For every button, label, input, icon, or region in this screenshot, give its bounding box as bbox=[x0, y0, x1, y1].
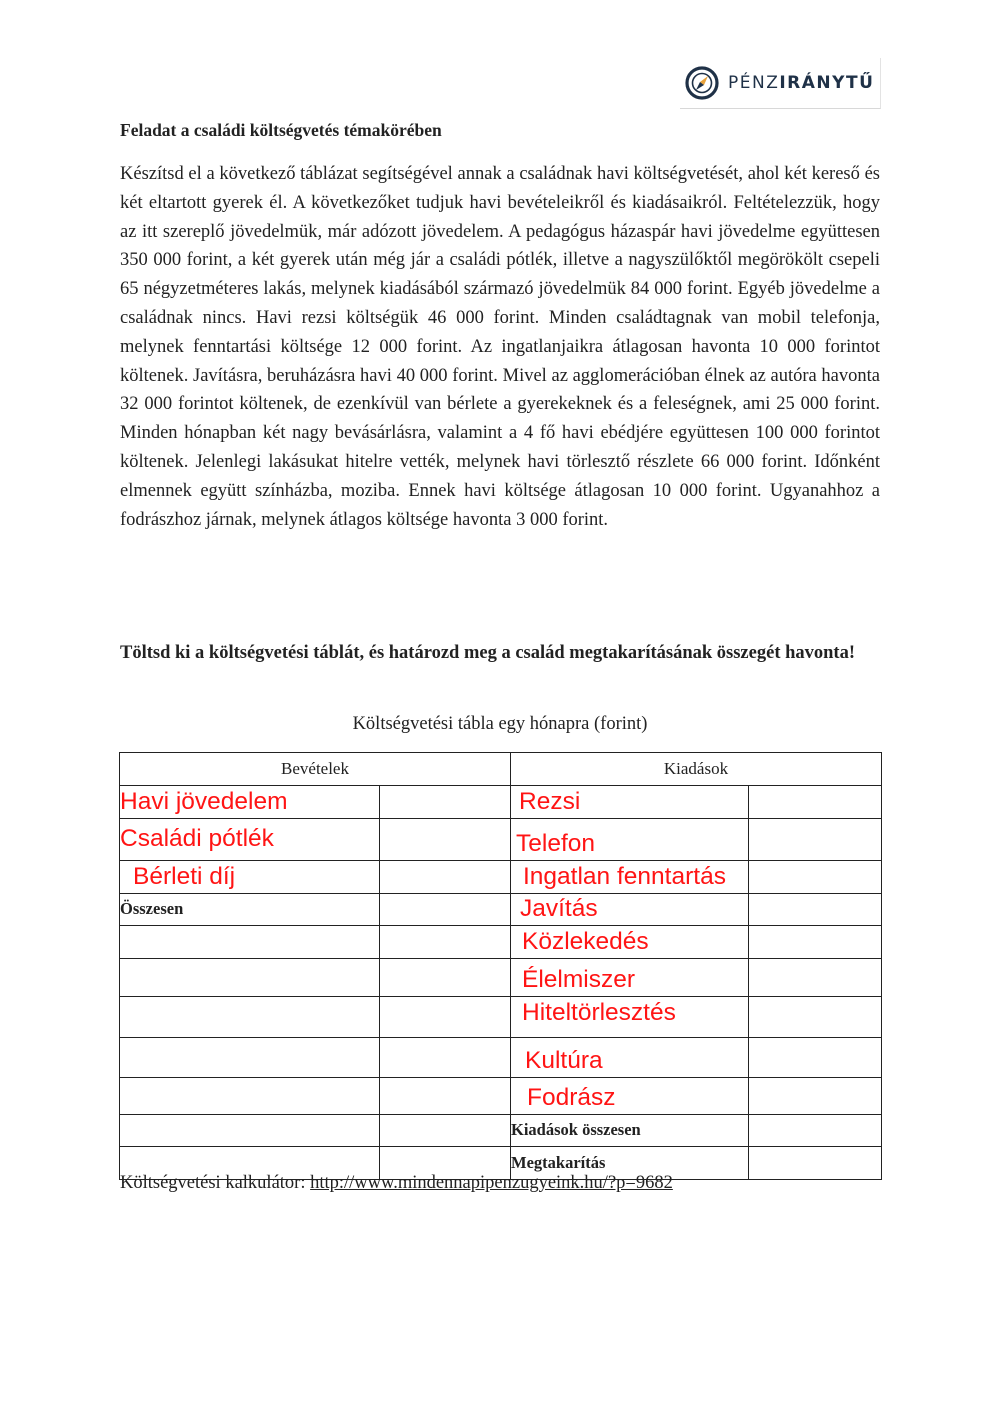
expense-label: Rezsi bbox=[511, 786, 749, 819]
table-caption: Költségvetési tábla egy hónapra (forint) bbox=[352, 714, 648, 734]
income-label: Bérleti díj bbox=[120, 861, 380, 894]
empty-cell bbox=[120, 958, 380, 997]
table-row bbox=[120, 861, 882, 894]
table-row bbox=[120, 786, 882, 819]
expense-value-cell[interactable] bbox=[749, 893, 882, 926]
income-value-cell[interactable] bbox=[380, 861, 511, 894]
empty-cell bbox=[380, 1037, 511, 1078]
expense-total-label: Kiadások összesen bbox=[511, 1114, 749, 1147]
table-row bbox=[120, 1114, 882, 1147]
savings-label: Megtakarítás bbox=[511, 1147, 749, 1180]
brand-logo bbox=[680, 58, 881, 109]
expense-value-cell[interactable] bbox=[749, 997, 882, 1038]
brand-prefix: PÉNZ bbox=[728, 73, 780, 93]
table-row bbox=[120, 818, 882, 861]
expense-label: Élelmiszer bbox=[511, 958, 749, 997]
table-row bbox=[120, 1037, 882, 1078]
empty-cell bbox=[380, 926, 511, 959]
expense-value-cell[interactable] bbox=[749, 1078, 882, 1115]
task-description: Készítsd el a következő táblázat segítségével annak a családnak havi költségvetését, ahol két kereső és két eltartott gyerek él. A következőket tudjuk havi bevételeikről és kiadásaikról. Feltételezzük, hogy az itt szereplő jövedelmük, már adózott jövedelem. A pedagógus házaspár havi jövedelme együttesen 350 000 forint, a két gyerek után még jár a családi pótlék, illetve a nagyszülőktől megörökölt csepeli 65 négyzetméteres lakás, melynek kiadásából származó jövedelmük 84 000 forint. Egyéb jövedelme a családnak nincs. Havi rezsi költségük 46 000 forint. Minden családtagnak van mobil telefonja, melynek fenntartási költsége 12 000 forint. Az ingatlanjaikra átlagosan havonta 10 000 forintot költenek. Javításra, beruházásra havi 40 000 forint. Mivel az agglomerációban élnek az autóra havonta 32 000 forintot költenek, de ezenkívül van bérlete a gyerekeknek és a feleségnek, ami 25 000 forint. Minden hónapban két nagy bevásárlásra, valamint a 4 fő havi ebédjére együttesen 100 000 forintot költenek. Jelenlegi lakásukat hitelre vették, melynek havi törlesztő részlete 66 000 forint. Időnként elmennek együtt színházba, moziba. Ennek havi költsége átlagosan 10 000 forint. Ugyanahhoz a fodrászhoz járnak, melynek átlagos költsége havonta 3 000 forint. bbox=[120, 164, 880, 530]
empty-cell bbox=[120, 997, 380, 1038]
footer-line bbox=[120, 1173, 880, 1194]
expense-value-cell[interactable] bbox=[749, 958, 882, 997]
expense-value-cell[interactable] bbox=[749, 786, 882, 819]
empty-cell bbox=[120, 1037, 380, 1078]
task-instruction: Töltsd ki a költségvetési táblát, és határozd meg a család megtakarításának összegét havonta! bbox=[120, 643, 856, 663]
expense-value-cell[interactable] bbox=[749, 1037, 882, 1078]
empty-cell bbox=[120, 1078, 380, 1115]
income-value-cell[interactable] bbox=[380, 786, 511, 819]
empty-cell bbox=[380, 958, 511, 997]
calculator-link[interactable]: http://www.mindennapipenzugyeink.hu/?p=9682 bbox=[310, 1173, 673, 1193]
empty-cell bbox=[380, 1114, 511, 1147]
expense-total-cell[interactable] bbox=[749, 1114, 882, 1147]
expenses-header: Kiadások bbox=[511, 753, 882, 786]
table-row bbox=[120, 958, 882, 997]
empty-cell bbox=[380, 1078, 511, 1115]
empty-cell bbox=[120, 926, 380, 959]
brand-suffix: IRÁNYTŰ bbox=[779, 73, 875, 93]
expense-label: Telefon bbox=[511, 818, 749, 861]
expense-label: Hiteltörlesztés bbox=[511, 997, 749, 1038]
income-total-label: Összesen bbox=[120, 893, 380, 926]
compass-icon bbox=[684, 65, 720, 101]
expense-label: Javítás bbox=[511, 893, 749, 926]
brand-name bbox=[728, 73, 874, 93]
expense-label: Közlekedés bbox=[511, 926, 749, 959]
empty-cell bbox=[380, 997, 511, 1038]
budget-table bbox=[119, 752, 882, 1180]
empty-cell bbox=[120, 1114, 380, 1147]
expense-label: Kultúra bbox=[511, 1037, 749, 1078]
income-value-cell[interactable] bbox=[380, 818, 511, 861]
table-header-row bbox=[120, 753, 882, 786]
table-row bbox=[120, 893, 882, 926]
expense-value-cell[interactable] bbox=[749, 818, 882, 861]
income-header: Bevételek bbox=[120, 753, 511, 786]
income-total-cell[interactable] bbox=[380, 893, 511, 926]
expense-label: Fodrász bbox=[511, 1078, 749, 1115]
table-row bbox=[120, 1078, 882, 1115]
expense-value-cell[interactable] bbox=[749, 926, 882, 959]
page-title: Feladat a családi költségvetés témakörében bbox=[120, 120, 442, 140]
footer-label: Költségvetési kalkulátor: bbox=[120, 1173, 306, 1193]
income-label: Családi pótlék bbox=[120, 818, 380, 861]
income-label: Havi jövedelem bbox=[120, 786, 380, 819]
table-row bbox=[120, 997, 882, 1038]
expense-label: Ingatlan fenntartás bbox=[511, 861, 749, 894]
expense-value-cell[interactable] bbox=[749, 861, 882, 894]
table-row bbox=[120, 926, 882, 959]
